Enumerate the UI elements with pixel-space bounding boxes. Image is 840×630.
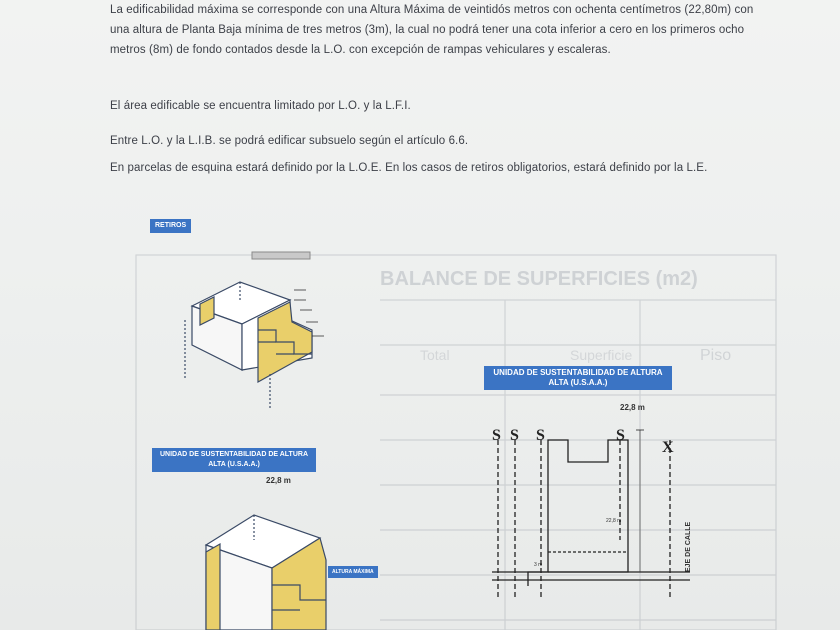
paragraph-subsuelo: Entre L.O. y la L.I.B. se podrá edificar subsuelo según el artículo 6.6. [110,135,469,147]
section-marker-2: S [510,427,519,444]
background-col-total: Total [420,347,450,363]
eje-calle-label: EJE DE CALLE [685,521,692,572]
isometric-block-top [185,282,312,410]
altura-maxima-badge: ALTURA MÁXIMA [328,566,378,578]
usaa-badge-right: UNIDAD DE SUSTENTABILIDAD DE ALTURA ALTA (U.S.A.A.) [484,366,672,390]
background-table-title: BALANCE DE SUPERFICIES (m2) [380,268,698,290]
background-col-piso: Piso [700,347,732,364]
background-col-superficie: Superficie [570,347,633,363]
section-marker-5: X [662,439,674,456]
usaa-badge-left: UNIDAD DE SUSTENTABILIDAD DE ALTURA ALTA (U.S.A.A.) [152,448,316,472]
section-height-label: 22,8 m [606,518,622,524]
isometric-block-bottom [206,515,326,630]
section-markers [492,427,674,456]
pb-height-label: 3 m [534,562,543,568]
scale-bar [252,252,310,259]
retiros-badge: RETIROS [150,219,191,233]
section-marker-1: S [492,427,501,444]
usaa-height-right: 22,8 m [620,403,645,412]
paragraph-esquina: En parcelas de esquina estará definido por la L.O.E. En los casos de retiros obligatorios, estará definido por la L.E. [110,162,708,174]
paragraph-edificabilidad: La edificabilidad máxima se corresponde con una Altura Máxima de veintidós metros con ochenta centímetros (22,80m) con una altura de Planta Baja mínima de tres metros (3m), la cual no podrá tener una cota inferior a cero en los primeros ocho metros (8m) de fondo contados desde la L.O. con excepción de rampas vehiculares y escaleras. [110,4,754,56]
paragraph-area-edificable: El área edificable se encuentra limitado por L.O. y la L.F.I. [110,100,411,112]
usaa-height-left: 22,8 m [266,476,291,485]
section-marker-3: S [536,427,545,444]
section-marker-4: S [616,427,625,444]
